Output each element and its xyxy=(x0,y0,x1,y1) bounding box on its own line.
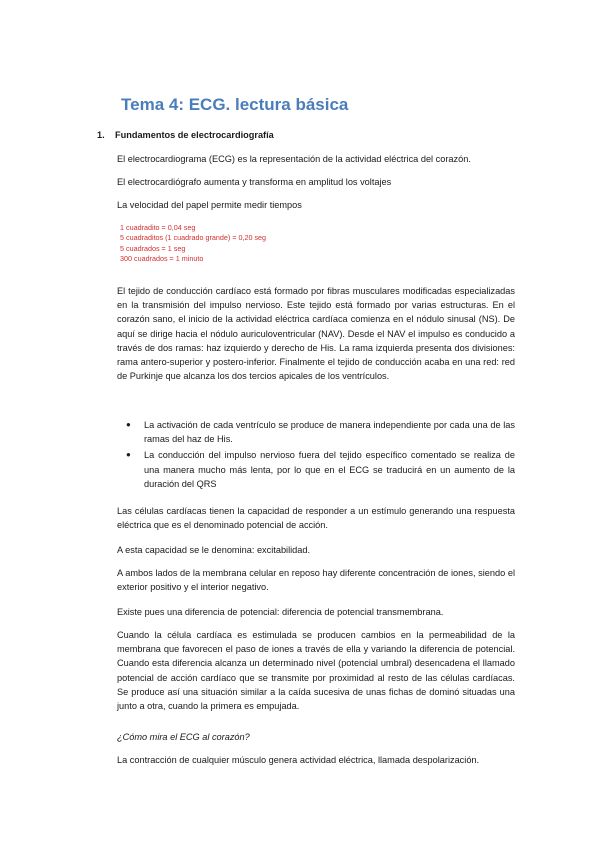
paragraph-depolarization: La contracción de cualquier músculo genera actividad eléctrica, llamada despolarización. xyxy=(117,755,480,765)
time-scale-item: 5 cuadraditos (1 cuadrado grande) = 0,20 seg xyxy=(120,233,267,243)
document-title: Tema 4: ECG. lectura básica xyxy=(121,95,349,114)
bullet-dot-icon: ● xyxy=(126,420,131,429)
paragraph-stimulation: Cuando la célula cardíaca es estimulada se producen cambios en la permeabilidad de la membrana que favorecen el paso de iones a través de ella y variando la diferencia de potencial. Cuando esta diferencia alcanza un determinado nivel (potencial umbral) desencadena el llamado potencial de acción cardíaco que se transmite por proximidad al resto de las células cardíacas. Se produce así una situación similar a la caída sucesiva de unas fichas de dominó situadas una junto a otra, cuando la primera es empujada. xyxy=(117,630,515,712)
paragraph-potential-difference: Existe pues una diferencia de potencial: diferencia de potencial transmembrana. xyxy=(117,607,444,617)
bullet-item: ● La conducción del impulso nervioso fuera del tejido específico comentado se realiza de una manera mucho más lenta, por lo que en el ECG se traducirá en un aumento de la duración del QRS xyxy=(126,450,515,489)
intro-paragraph-1: El electrocardiograma (ECG) es la representación de la actividad eléctrica del corazón. xyxy=(117,154,471,164)
time-scale-item: 5 cuadrados = 1 seg xyxy=(120,243,186,253)
time-scale-item: 1 cuadradito = 0,04 seg xyxy=(120,223,196,232)
bullet-dot-icon: ● xyxy=(126,450,131,460)
paragraph-action-potential: Las células cardíacas tienen la capacidad de responder a un estímulo generando una respuesta eléctrica que es el denominado potencial de acción. xyxy=(117,506,515,531)
time-scale-list xyxy=(120,223,266,265)
paragraph-membrane: A ambos lados de la membrana celular en reposo hay diferente concentración de iones, siendo el exterior positivo y el interior negativo. xyxy=(117,568,515,593)
question-heading: ¿Cómo mira el ECG al corazón? xyxy=(117,732,250,742)
bullet-list xyxy=(122,418,515,493)
paragraph-excitability: A esta capacidad se le denomina: excitabilidad. xyxy=(117,545,311,555)
time-scale-item: 300 cuadrados = 1 minuto xyxy=(120,254,204,264)
section-heading-text: Fundamentos de electrocardiografía xyxy=(115,130,274,140)
intro-paragraph-3: La velocidad del papel permite medir tiempos xyxy=(117,200,302,210)
conduction-paragraph: El tejido de conducción cardíaco está formado por fibras musculares modificadas especializadas en la transmisión del impulso nervioso. Este tejido está formado por varias estructuras. En el corazón sano, el inicio de la actividad eléctrica cardíaca comienza en el nódulo sinusal (NS). De aquí se dirige hacia el nódulo auriculoventricular (NAV). Desde el NAV el impulso es conducido a través de dos ramas: haz izquierdo y derecho de His. La rama izquierda presenta dos divisiones: rama antero-superior y postero-inferior. Finalmente el tejido de conducción acaba en una red: red de Purkinje que alcanza los dos tercios apicales de los ventrículos. xyxy=(117,286,515,382)
bullet-item: ● La activación de cada ventrículo se produce de manera independiente por cada una de las ramas del haz de His. xyxy=(126,420,515,445)
intro-paragraph-2: El electrocardiógrafo aumenta y transforma en amplitud los voltajes xyxy=(117,177,392,187)
section-heading xyxy=(97,130,274,140)
section-number: 1. xyxy=(97,130,105,140)
